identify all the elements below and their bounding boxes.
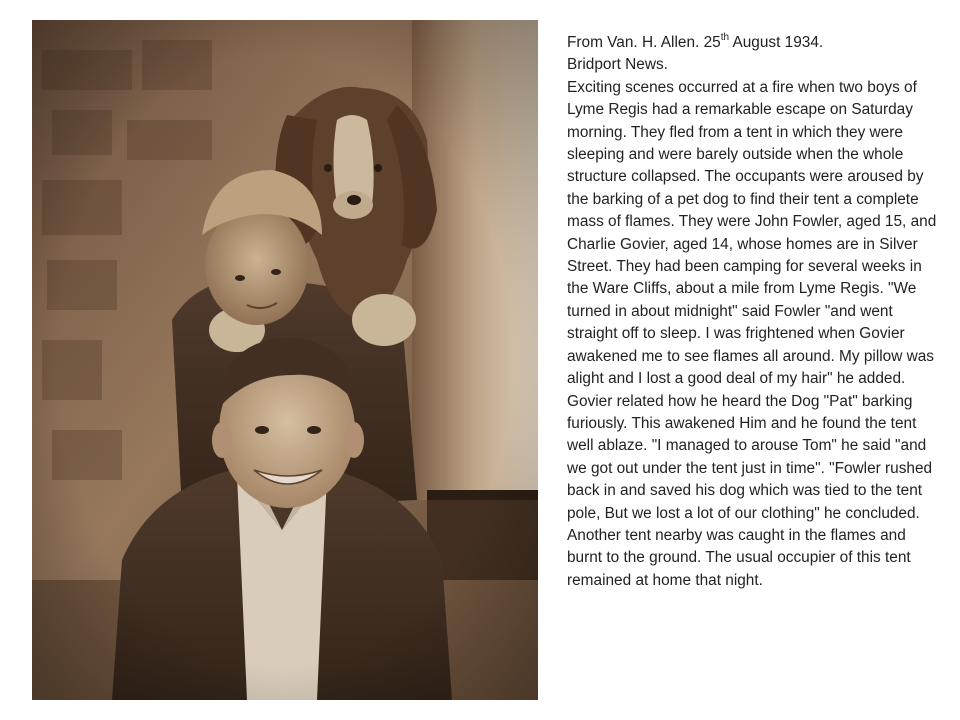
- attribution-ordinal: th: [720, 31, 730, 43]
- source-line: Bridport News.: [567, 56, 668, 74]
- attribution-prefix: From Van. H. Allen. 25: [567, 34, 721, 51]
- sepia-photo-two-boys-and-dog: [32, 20, 538, 700]
- article-text: [567, 32, 937, 592]
- article-body: Exciting scenes occurred at a fire when two boys of Lyme Regis had a remarkable escape on Saturday morning. They fled from a tent in which they were sleeping and were barely outside when the whole structure collapsed. The occupants were aroused by the barking of a pet dog to find their tent a complete mass of flames. They were John Fowler, aged 15, and Charlie Govier, aged 14, whose homes are in Silver Street. They had been camping for several weeks in the Ware Cliffs, about a mile from Lyme Regis. "We turned in about midnight" said Fowler "and went straight off to sleep. I was frightened when Govier awakened me to see flames all around. My pillow was alight and I lost a good deal of my hair" he added. Govier related how he heard the Dog "Pat" barking furiously. This awakened Him and he found the tent well ablaze. "I managed to arouse Tom" he said "and we got out under the tent just in time". "Fowler rushed back in and saved his dog which was tied to the tent pole, But we lost a lot of our clothing" he concluded. Another tent nearby was caught in the flames and burnt to the ground. The usual occupier of this tent remained at home that night.: [567, 78, 937, 589]
- photo-illustration: [32, 20, 538, 700]
- attribution-suffix: August 1934.: [729, 34, 824, 51]
- attribution-line: [567, 32, 937, 54]
